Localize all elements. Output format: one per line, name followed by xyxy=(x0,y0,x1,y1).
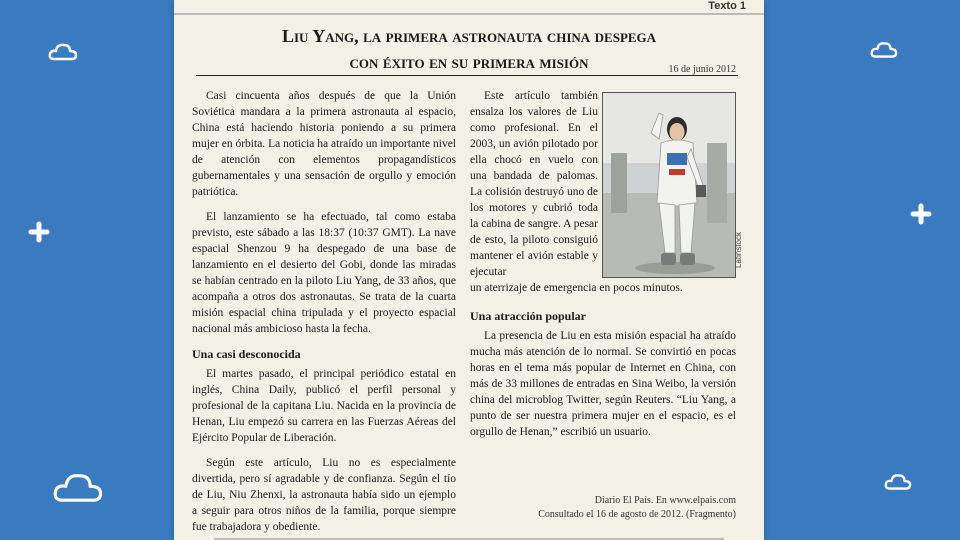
cloud-icon xyxy=(884,472,912,492)
top-divider xyxy=(174,13,764,15)
left-column xyxy=(192,88,456,540)
source-citation xyxy=(538,494,736,522)
paragraph: El martes pasado, el principal periódico estatal en inglés, China Daily, publicó el perfil personal y profesional de la capitana Liu. Nacida en la provincia de Henan, Liu empezó su carrera en las Fuerzas Aéreas del Ejército Popular de Liberación. xyxy=(192,368,456,444)
title-divider xyxy=(196,75,738,76)
paragraph: El lanzamiento se ha efectuado, tal como estaba previsto, este sábado a las 18:37 (10:37 GMT). La nave espacial Shenzou 9 ha despegado de una base de lanzamiento en el desierto del Gobi, donde las miradas se habían centrado en la piloto Liu Yang, de 33 años, que acompaña a otros dos astronautas. Se trata de la cuarta misión espacial china tripulada y el proyecto espacial nacional más ambicioso hasta la fecha. xyxy=(192,211,456,335)
photo-credit: Latinstock xyxy=(734,232,743,269)
paragraph: Este artículo también ensalza los valores de Liu como profesional. En el 2003, un avión pilotado por ella chocó en vuelo con una bandada de palomas. La colisión destruyó uno de los motores y cubrió toda la cabina de sangre. A pesar de esto, la piloto consiguió mantener el avión estable y ejecutar xyxy=(470,90,598,278)
plus-icon xyxy=(910,203,932,225)
paragraph: La presencia de Liu en esta misión espacial ha atraído mucha más atención de lo normal. Se convirtió en pocas horas en el tema más popular de Internet en China, con más de 33 millones de entradas en Sina Weibo, la versión china del microblog Twitter, según Reuters. “Liu Yang, a punto de ser nuestra primera mujer en el espacio, es el orgullo de Henan,” escribió un usuario. xyxy=(470,330,736,438)
cloud-icon xyxy=(52,470,104,506)
source-line-2: Consultado el 16 de agosto de 2012. (Fragmento) xyxy=(538,509,736,520)
right-column-wrap xyxy=(470,88,598,289)
text-label: Texto 1 xyxy=(708,0,746,12)
section-heading: Una casi desconocida xyxy=(192,347,301,361)
cloud-icon xyxy=(870,40,898,60)
publication-date: 16 de junio 2012 xyxy=(668,64,736,75)
title-line-1: Liu Yang, la primera astronauta china despega xyxy=(281,26,657,46)
paragraph: Según este artículo, Liu no es especialmente divertida, pero sí agradable y de confianza. Según el tío de Liu, Niu Zhenxi, la astronauta había sido un ejemplo a seguir para otros niños de la familia, porque siempre fue trabajadora y obediente. xyxy=(192,457,456,533)
section-heading: Una atracción popular xyxy=(470,309,587,323)
paragraph: un aterrizaje de emergencia en pocos minutos. xyxy=(470,282,683,294)
source-line-1: Diario El País. En www.elpais.com xyxy=(594,495,736,506)
title-line-2: con éxito en su primera misión xyxy=(349,52,589,72)
paragraph: Casi cincuenta años después de que la Unión Soviética mandara a la primera astronauta al espacio, China está haciendo historia poniendo a su primera mujer en órbita. La noticia ha atraído un importante nivel de atención con elementos propagandísticos gubernamentales y una sensación de orgullo y emoción patriótica. xyxy=(192,90,456,198)
plus-icon xyxy=(28,221,50,243)
right-column xyxy=(470,280,736,449)
astronaut-photo xyxy=(602,92,736,278)
cloud-icon xyxy=(48,42,78,62)
document-page xyxy=(174,0,764,540)
